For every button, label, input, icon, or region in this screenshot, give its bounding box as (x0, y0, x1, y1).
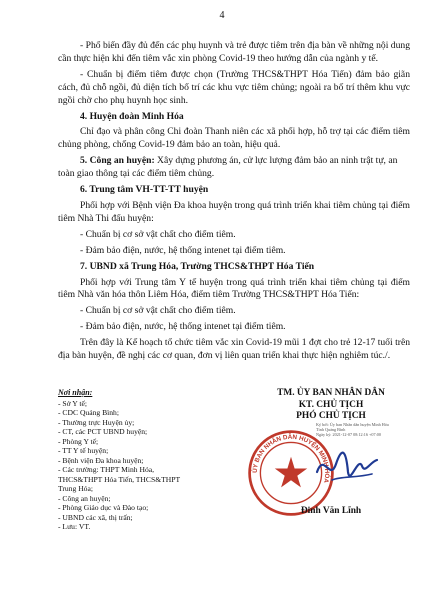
recipient-item: - CDC Quảng Bình; (58, 408, 119, 417)
signature-block (246, 388, 416, 516)
signer-name: Đinh Văn Lĩnh (300, 506, 362, 516)
body-paragraph: Trên đây là Kế hoạch tổ chức tiêm vắc xin Covid-19 mũi 1 đợt cho trẻ 12-17 tuổi trên địa bàn huyện, đề nghị các cơ quan, đơn vị liên quan triển khai thực hiện nghiêm túc./. (58, 337, 410, 362)
section-heading (58, 184, 410, 197)
recipient-item: - Thường trực Huyện ủy; (58, 417, 135, 427)
recipient-item: - UBND các xã, thị trấn; (58, 512, 133, 522)
body-paragraph: - Chuẩn bị điểm tiêm được chọn (Trường THCS&THPT Hóa Tiến) đảm bảo giãn cách, đủ chỗ ngồi, đủ diện tích bố trí các khu vực tiêm chủng; ngoài ra bố trí thêm khu vực ngồi chờ cho phụ huynh học sinh. (58, 68, 410, 106)
heading-text: 4. Huyện đoàn Minh Hóa (80, 110, 184, 122)
body-paragraph: - Phổ biến đầy đủ đến các phụ huynh và trẻ được tiêm trên địa bàn về những nội dung cần thực hiện khi đến tiêm vắc xin phòng Covid-19 theo hướng dẫn của ngành y tế. (58, 40, 410, 64)
recipient-item: - Phòng Y tế; (58, 436, 99, 446)
document-footer (58, 388, 418, 588)
recipients-list (58, 399, 228, 532)
recipients-heading: Nơi nhận: (58, 388, 93, 397)
recipient-item: - TT Y tế huyện; (58, 446, 109, 455)
body-paragraph: Chỉ đạo và phân công Chi đoàn Thanh niên các xã phối hợp, hỗ trợ tại các điểm tiêm chủng phòng, chống Covid-19 đảm bảo an toàn, hiệu quả. (58, 126, 410, 151)
recipient-item: - Sở Y tế; (58, 398, 87, 408)
heading-text: 5. Công an huyện: (80, 155, 155, 167)
recipient-item: - Lưu: VT. (58, 522, 91, 531)
page-number: 4 (219, 10, 225, 21)
body-paragraph: - Chuẩn bị cơ sở vật chất cho điểm tiêm. (80, 228, 236, 240)
document-body (58, 40, 410, 366)
heading-text: 6. Trung tâm VH-TT-TT huyện (80, 184, 209, 196)
section-heading (58, 155, 410, 181)
handwritten-signature (312, 442, 382, 494)
recipient-item: - Công an huyện; (58, 493, 111, 503)
body-paragraph: - Đảm bảo điện, nước, hệ thống intenet tại điểm tiêm. (80, 244, 286, 256)
recipient-item: - Bệnh viện Đa khoa huyện; (58, 455, 144, 465)
signature-role: KT. CHỦ TỊCH (298, 399, 364, 410)
heading-text: 7. UBND xã Trung Hóa, Trường THCS&THPT Hóa Tiến (80, 260, 315, 272)
recipients-block (58, 388, 228, 532)
recipient-item: - Phòng Giáo dục và Đào tạo; (58, 503, 149, 512)
recipient-item: - Các trường: THPT Minh Hóa, THCS&THPT Hóa Tiến, THCS&THPT Trung Hóa; (58, 465, 181, 493)
heading-tail-text: Xây dựng phương án, cử lực lượng đảm bảo an ninh trật tự, an toàn giao thông tại các điểm tiêm chủng. (58, 155, 398, 180)
signature-title: PHÓ CHỦ TỊCH (296, 411, 366, 421)
body-paragraph: - Chuẩn bị cơ sở vật chất cho điểm tiêm. (80, 305, 236, 317)
digital-signature-note: Ký bởi: Ủy ban Nhân dân huyện Minh Hóa Tỉnh Quảng Bình Ngày ký: 2021-12-07 08:12:16 +07:00 (316, 422, 389, 437)
section-heading (58, 111, 410, 124)
body-paragraph: - Đảm bảo điện, nước, hệ thống intenet tại điểm tiêm. (80, 321, 286, 333)
body-paragraph: Phối hợp với Trung tâm Y tế huyện trong quá trình triển khai tiêm chủng tại điểm tiêm Nhà văn hóa thôn Liêm Hóa, điểm tiêm Trường THCS&THPT Hóa Tiến: (58, 276, 410, 301)
svg-text:ỦY BAN NHÂN DÂN HUYỆN MINH HÓA: ỦY BAN NHÂN DÂN HUYỆN MINH HÓA (251, 433, 331, 484)
recipient-item: - CT, các PCT UBND huyện; (58, 427, 148, 436)
body-paragraph: Phối hợp với Bệnh viện Đa khoa huyện trong quá trình triển khai tiêm chủng tại điểm tiêm Nhà Thi đấu huyện: (58, 199, 410, 224)
section-heading (58, 261, 410, 274)
signature-org: TM. ỦY BAN NHÂN DÂN (277, 388, 385, 398)
